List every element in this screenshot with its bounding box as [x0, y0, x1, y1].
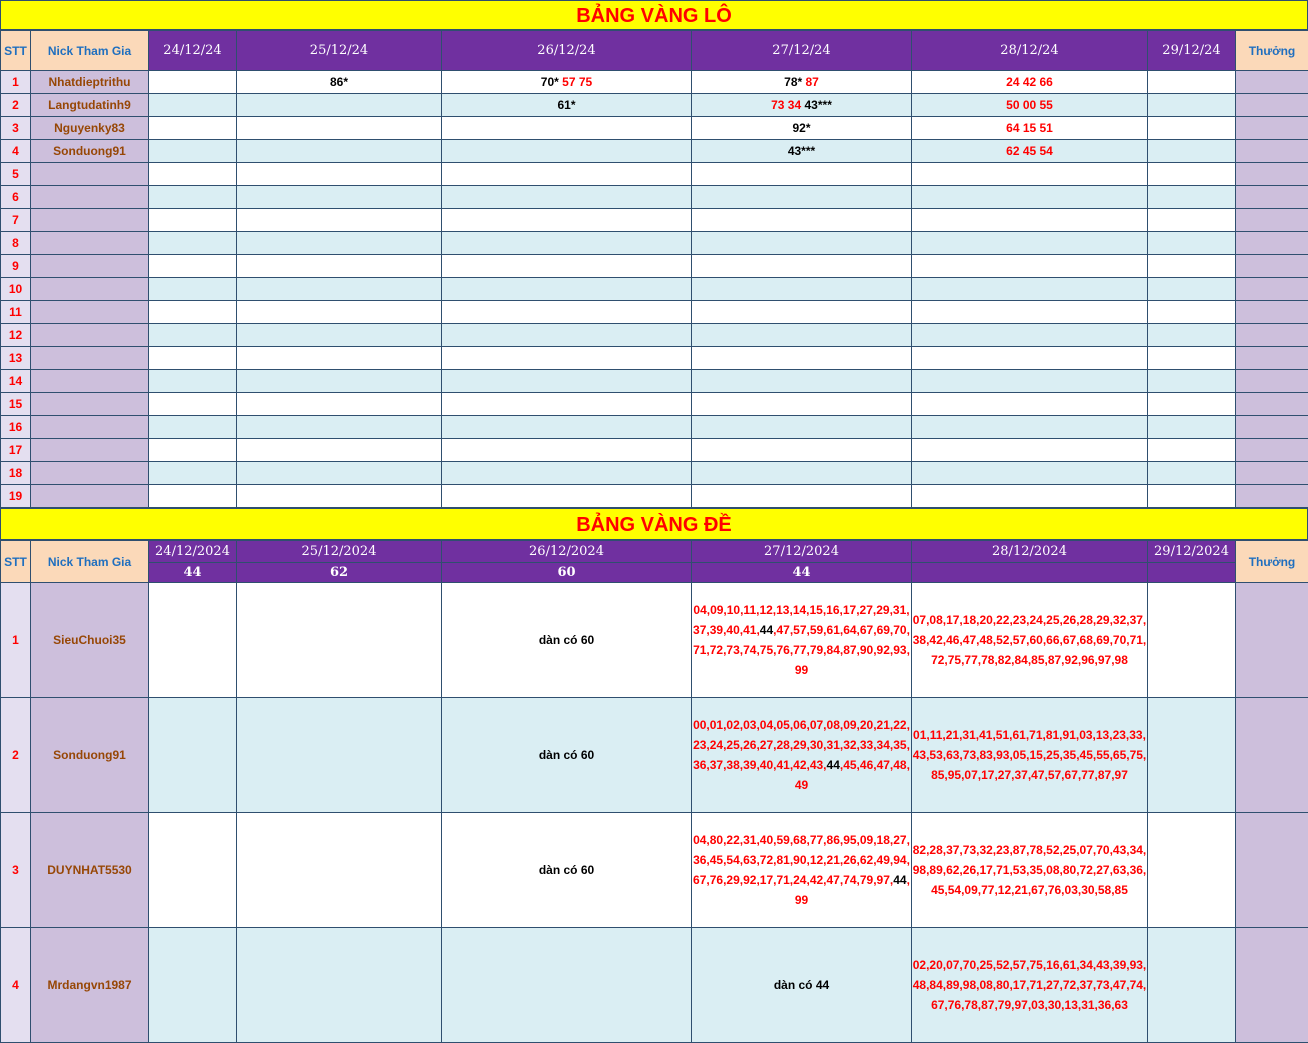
lo-cell-date-3	[442, 416, 692, 439]
lo-pick: 43***	[805, 98, 832, 112]
de-header-date-6: 29/12/2024	[1148, 541, 1236, 563]
row-thuong	[1236, 813, 1308, 928]
lo-cell-date-1	[149, 163, 237, 186]
lo-cell-date-5	[912, 393, 1148, 416]
lo-pick: 61*	[557, 98, 575, 112]
lo-cell-date-4	[692, 370, 912, 393]
lo-cell-date-6	[1148, 301, 1236, 324]
lo-cell-date-1	[149, 439, 237, 462]
lo-cell-date-3	[442, 462, 692, 485]
lo-header-date-2: 25/12/24	[237, 31, 442, 71]
row-thuong	[1236, 301, 1308, 324]
lo-cell-date-2	[237, 186, 442, 209]
row-nick: Langtudatinh9	[31, 94, 149, 117]
de-cell-date-4	[692, 928, 912, 1043]
row-nick: Sonduong91	[31, 140, 149, 163]
lo-cell-date-6	[1148, 416, 1236, 439]
row-stt: 16	[1, 416, 31, 439]
de-number-list	[912, 610, 1147, 670]
lo-cell-date-1	[149, 485, 237, 508]
de-cell-date-2	[237, 813, 442, 928]
lo-cell-date-5	[912, 347, 1148, 370]
row-stt: 11	[1, 301, 31, 324]
lo-cell-date-4	[692, 163, 912, 186]
row-thuong	[1236, 209, 1308, 232]
lo-cell-date-6	[1148, 439, 1236, 462]
lo-cell-date-5	[912, 370, 1148, 393]
lo-pick-extra: 87	[802, 75, 819, 89]
row-nick	[31, 347, 149, 370]
row-stt: 3	[1, 117, 31, 140]
lo-cell-date-1	[149, 232, 237, 255]
row-thuong	[1236, 140, 1308, 163]
lo-cell-date-3	[442, 485, 692, 508]
de-hit-number: 44	[760, 623, 773, 637]
lo-cell-date-4	[692, 232, 912, 255]
de-header-date-2: 25/12/2024	[237, 541, 442, 563]
lo-pick-extra: 24 42 66	[1006, 75, 1053, 89]
row-stt: 15	[1, 393, 31, 416]
row-stt: 9	[1, 255, 31, 278]
row-stt: 14	[1, 370, 31, 393]
lo-header-nick: Nick Tham Gia	[31, 31, 149, 71]
row-thuong	[1236, 255, 1308, 278]
row-nick	[31, 255, 149, 278]
de-number-list	[912, 725, 1147, 785]
lo-cell-date-2	[237, 255, 442, 278]
lo-cell-date-5	[912, 439, 1148, 462]
lo-cell-date-3	[442, 439, 692, 462]
row-thuong	[1236, 485, 1308, 508]
lo-row	[1, 186, 1308, 209]
de-header-date-4: 27/12/2024	[692, 541, 912, 563]
row-nick	[31, 232, 149, 255]
de-number-list	[692, 830, 911, 910]
de-cell-date-5	[912, 813, 1148, 928]
row-nick	[31, 301, 149, 324]
row-thuong	[1236, 324, 1308, 347]
lo-pick-extra: 64 15 51	[1006, 121, 1053, 135]
de-cell-date-2	[237, 698, 442, 813]
row-thuong	[1236, 163, 1308, 186]
lo-cell-date-1	[149, 347, 237, 370]
row-nick: Sonduong91	[31, 698, 149, 813]
de-cell-date-4	[692, 583, 912, 698]
lo-cell-date-5	[912, 255, 1148, 278]
row-thuong	[1236, 583, 1308, 698]
lo-pick: 43***	[788, 144, 815, 158]
de-numbers: 82,28,37,73,32,23,87,78,52,25,07,70,43,34,98,89,62,26,17,71,53,35,08,80,72,27,63,36,45,54,09,77,12,21,67,76,03,30,58,85	[913, 843, 1147, 897]
lo-cell-date-1	[149, 278, 237, 301]
row-nick	[31, 163, 149, 186]
lo-row	[1, 255, 1308, 278]
row-thuong	[1236, 370, 1308, 393]
row-thuong	[1236, 439, 1308, 462]
lo-cell-date-2	[237, 439, 442, 462]
lo-header-date-6: 29/12/24	[1148, 31, 1236, 71]
lo-cell-date-5	[912, 209, 1148, 232]
row-stt: 8	[1, 232, 31, 255]
lo-header-date-5: 28/12/24	[912, 31, 1148, 71]
lo-cell-date-1	[149, 416, 237, 439]
lo-cell-date-4	[692, 485, 912, 508]
lo-cell-date-5	[912, 278, 1148, 301]
row-thuong	[1236, 393, 1308, 416]
lo-cell-date-1	[149, 462, 237, 485]
lo-cell-date-5	[912, 232, 1148, 255]
row-nick: Nguyenky83	[31, 117, 149, 140]
lo-row	[1, 416, 1308, 439]
lo-cell-date-4	[692, 439, 912, 462]
lo-cell-date-3	[442, 324, 692, 347]
row-stt: 17	[1, 439, 31, 462]
de-result-row	[1, 563, 1308, 583]
de-header-row	[1, 541, 1308, 563]
lo-cell-date-1	[149, 71, 237, 94]
lo-cell-date-6	[1148, 255, 1236, 278]
lo-header-stt: STT	[1, 31, 31, 71]
row-thuong	[1236, 462, 1308, 485]
de-result-6	[1148, 563, 1236, 583]
de-numbers: ,47,57,59,61,64,67,69,70,71,72,73,74,75,76,77,79,84,87,90,92,93,99	[693, 623, 910, 677]
lo-cell-date-1	[149, 140, 237, 163]
de-numbers: 04,09,10,11,12,13,14,15,16,17,27,29,31,37,39,40,41,	[693, 603, 910, 637]
row-thuong	[1236, 117, 1308, 140]
lo-cell-date-3	[442, 393, 692, 416]
row-stt: 4	[1, 140, 31, 163]
lo-cell-date-6	[1148, 232, 1236, 255]
de-cell-date-4	[692, 813, 912, 928]
lo-cell-date-6	[1148, 140, 1236, 163]
row-nick	[31, 416, 149, 439]
row-nick: Mrdangvn1987	[31, 928, 149, 1043]
row-stt: 18	[1, 462, 31, 485]
row-stt: 1	[1, 71, 31, 94]
de-cell-date-1	[149, 583, 237, 698]
lo-header-date-3: 26/12/24	[442, 31, 692, 71]
lo-cell-date-5	[912, 462, 1148, 485]
de-hit-number: 44	[893, 873, 906, 887]
lo-cell-date-4	[692, 301, 912, 324]
lo-cell-date-1	[149, 255, 237, 278]
de-dan-note: dàn có 60	[539, 863, 594, 877]
lo-cell-date-1	[149, 370, 237, 393]
row-nick: DUYNHAT5530	[31, 813, 149, 928]
lo-cell-date-2	[237, 301, 442, 324]
lo-cell-date-6	[1148, 462, 1236, 485]
lo-cell-date-5	[912, 186, 1148, 209]
lo-cell-date-2	[237, 370, 442, 393]
lo-cell-date-4	[692, 255, 912, 278]
lo-cell-date-4	[692, 209, 912, 232]
row-thuong	[1236, 347, 1308, 370]
row-thuong	[1236, 278, 1308, 301]
lo-cell-date-4	[692, 71, 912, 94]
de-result-5	[912, 563, 1148, 583]
lo-cell-date-6	[1148, 71, 1236, 94]
de-numbers: 07,08,17,18,20,22,23,24,25,26,28,29,32,37,38,42,46,47,48,52,57,60,66,67,68,69,70,71,72,75,77,78,82,84,85,87,92,96,97,98	[913, 613, 1147, 667]
lo-cell-date-3	[442, 117, 692, 140]
lo-pick-extra: 73 34	[771, 98, 804, 112]
row-thuong	[1236, 94, 1308, 117]
row-nick	[31, 462, 149, 485]
row-thuong	[1236, 186, 1308, 209]
lo-cell-date-1	[149, 324, 237, 347]
lo-cell-date-5	[912, 94, 1148, 117]
de-result-2: 62	[237, 563, 442, 583]
lo-row	[1, 370, 1308, 393]
lo-row	[1, 485, 1308, 508]
de-numbers: 00,01,02,03,04,05,06,07,08,09,20,21,22,23,24,25,26,27,28,29,30,31,32,33,34,35,36,37,38,39,40,41,42,43,	[693, 718, 910, 772]
lo-cell-date-2	[237, 94, 442, 117]
de-table	[0, 540, 1308, 1043]
lo-cell-date-2	[237, 393, 442, 416]
row-stt: 2	[1, 698, 31, 813]
lo-cell-date-5	[912, 71, 1148, 94]
lo-cell-date-1	[149, 94, 237, 117]
lo-cell-date-1	[149, 117, 237, 140]
row-nick	[31, 324, 149, 347]
lo-row	[1, 140, 1308, 163]
lo-cell-date-3	[442, 301, 692, 324]
row-nick: SieuChuoi35	[31, 583, 149, 698]
de-cell-date-6	[1148, 698, 1236, 813]
de-cell-date-3	[442, 698, 692, 813]
row-nick	[31, 485, 149, 508]
lo-pick-extra: 50 00 55	[1006, 98, 1053, 112]
de-row	[1, 698, 1308, 813]
lo-cell-date-2	[237, 416, 442, 439]
row-stt: 6	[1, 186, 31, 209]
de-number-list	[912, 955, 1147, 1015]
lo-cell-date-3	[442, 140, 692, 163]
de-numbers: 01,11,21,31,41,51,61,71,81,91,03,13,23,33,43,53,63,73,83,93,05,15,25,35,45,55,65,75,85,95,07,17,27,37,47,57,67,77,87,97	[913, 728, 1147, 782]
lo-cell-date-4	[692, 347, 912, 370]
lo-cell-date-5	[912, 163, 1148, 186]
de-cell-date-5	[912, 583, 1148, 698]
de-row	[1, 813, 1308, 928]
lo-cell-date-2	[237, 140, 442, 163]
de-cell-date-1	[149, 813, 237, 928]
row-stt: 12	[1, 324, 31, 347]
de-row	[1, 928, 1308, 1043]
lo-row	[1, 393, 1308, 416]
lo-cell-date-2	[237, 462, 442, 485]
de-cell-date-1	[149, 928, 237, 1043]
row-nick	[31, 439, 149, 462]
row-nick	[31, 370, 149, 393]
lo-cell-date-6	[1148, 370, 1236, 393]
row-stt: 5	[1, 163, 31, 186]
lo-cell-date-2	[237, 163, 442, 186]
lo-cell-date-3	[442, 71, 692, 94]
lo-cell-date-3	[442, 186, 692, 209]
lo-cell-date-6	[1148, 209, 1236, 232]
lo-cell-date-5	[912, 416, 1148, 439]
de-cell-date-5	[912, 698, 1148, 813]
de-result-4: 44	[692, 563, 912, 583]
de-dan-note: dàn có 60	[539, 633, 594, 647]
lo-row	[1, 117, 1308, 140]
lo-pick: 92*	[792, 121, 810, 135]
lo-cell-date-2	[237, 278, 442, 301]
de-header-date-5: 28/12/2024	[912, 541, 1148, 563]
lo-cell-date-6	[1148, 186, 1236, 209]
de-dan-note: dàn có 44	[774, 978, 829, 992]
de-cell-date-3	[442, 813, 692, 928]
row-stt: 2	[1, 94, 31, 117]
de-result-3: 60	[442, 563, 692, 583]
row-stt: 10	[1, 278, 31, 301]
lo-cell-date-6	[1148, 324, 1236, 347]
lo-row	[1, 71, 1308, 94]
lo-cell-date-3	[442, 255, 692, 278]
lo-cell-date-5	[912, 301, 1148, 324]
lo-cell-date-2	[237, 232, 442, 255]
lo-row	[1, 347, 1308, 370]
row-nick: Nhatdieptrithu	[31, 71, 149, 94]
lo-cell-date-6	[1148, 485, 1236, 508]
de-dan-note: dàn có 60	[539, 748, 594, 762]
de-numbers: ,99	[795, 873, 910, 907]
row-stt: 13	[1, 347, 31, 370]
de-cell-date-2	[237, 928, 442, 1043]
de-cell-date-5	[912, 928, 1148, 1043]
lo-cell-date-3	[442, 278, 692, 301]
row-thuong	[1236, 71, 1308, 94]
lo-cell-date-1	[149, 393, 237, 416]
lo-header-thuong: Thưởng	[1236, 31, 1308, 71]
lo-cell-date-2	[237, 485, 442, 508]
de-header-thuong: Thưởng	[1236, 541, 1308, 583]
lo-cell-date-2	[237, 71, 442, 94]
de-cell-date-6	[1148, 583, 1236, 698]
row-thuong	[1236, 928, 1308, 1043]
de-cell-date-4	[692, 698, 912, 813]
lo-cell-date-6	[1148, 393, 1236, 416]
de-header-date-3: 26/12/2024	[442, 541, 692, 563]
lo-pick: 70*	[541, 75, 559, 89]
lo-cell-date-6	[1148, 163, 1236, 186]
lo-row	[1, 209, 1308, 232]
row-stt: 19	[1, 485, 31, 508]
de-result-1: 44	[149, 563, 237, 583]
lo-cell-date-6	[1148, 117, 1236, 140]
lo-title: BẢNG VÀNG LÔ	[0, 0, 1308, 30]
de-title: BẢNG VÀNG ĐỀ	[0, 508, 1308, 540]
de-numbers: 04,80,22,31,40,59,68,77,86,95,09,18,27,36,45,54,63,72,81,90,12,21,26,62,49,94,67,76,29,92,17,71,24,42,47,74,79,97,	[693, 833, 910, 887]
row-nick	[31, 393, 149, 416]
lo-cell-date-3	[442, 163, 692, 186]
lo-cell-date-3	[442, 94, 692, 117]
row-nick	[31, 278, 149, 301]
lo-header-date-1: 24/12/24	[149, 31, 237, 71]
lo-cell-date-5	[912, 485, 1148, 508]
lo-cell-date-3	[442, 347, 692, 370]
row-thuong	[1236, 416, 1308, 439]
lo-row	[1, 301, 1308, 324]
lo-cell-date-2	[237, 347, 442, 370]
lo-cell-date-4	[692, 117, 912, 140]
de-cell-date-1	[149, 698, 237, 813]
lo-cell-date-1	[149, 209, 237, 232]
de-number-list	[912, 840, 1147, 900]
lo-cell-date-4	[692, 186, 912, 209]
lo-cell-date-5	[912, 140, 1148, 163]
de-number-list	[692, 600, 911, 680]
lo-cell-date-5	[912, 117, 1148, 140]
lo-row	[1, 278, 1308, 301]
row-nick	[31, 186, 149, 209]
de-cell-date-2	[237, 583, 442, 698]
row-stt: 3	[1, 813, 31, 928]
row-stt: 4	[1, 928, 31, 1043]
lo-cell-date-4	[692, 416, 912, 439]
row-stt: 7	[1, 209, 31, 232]
lo-cell-date-3	[442, 209, 692, 232]
lo-pick: 86*	[330, 75, 348, 89]
row-thuong	[1236, 232, 1308, 255]
lo-cell-date-6	[1148, 94, 1236, 117]
lo-cell-date-5	[912, 324, 1148, 347]
lo-row	[1, 94, 1308, 117]
row-nick	[31, 209, 149, 232]
lo-cell-date-2	[237, 209, 442, 232]
row-thuong	[1236, 698, 1308, 813]
de-numbers: 02,20,07,70,25,52,57,75,16,61,34,43,39,93,48,84,89,98,08,80,17,71,27,72,37,73,47,74,67,76,78,87,79,97,03,30,13,31,36,63	[913, 958, 1147, 1012]
lo-cell-date-2	[237, 324, 442, 347]
row-stt: 1	[1, 583, 31, 698]
de-row	[1, 583, 1308, 698]
lo-cell-date-1	[149, 301, 237, 324]
de-numbers: ,45,46,47,48,49	[795, 758, 910, 792]
lo-row	[1, 462, 1308, 485]
lo-cell-date-4	[692, 462, 912, 485]
lo-pick: 78*	[784, 75, 802, 89]
lo-cell-date-3	[442, 232, 692, 255]
lo-cell-date-4	[692, 278, 912, 301]
lo-pick-extra: 57 75	[559, 75, 592, 89]
lo-row	[1, 324, 1308, 347]
lo-cell-date-6	[1148, 278, 1236, 301]
de-cell-date-6	[1148, 813, 1236, 928]
lo-header-date-4: 27/12/24	[692, 31, 912, 71]
lo-cell-date-6	[1148, 347, 1236, 370]
lo-row	[1, 163, 1308, 186]
de-cell-date-6	[1148, 928, 1236, 1043]
de-hit-number: 44	[827, 758, 840, 772]
lo-cell-date-3	[442, 370, 692, 393]
de-header-stt: STT	[1, 541, 31, 583]
lo-row	[1, 232, 1308, 255]
de-cell-date-3	[442, 928, 692, 1043]
lo-pick-extra: 62 45 54	[1006, 144, 1053, 158]
de-header-date-1: 24/12/2024	[149, 541, 237, 563]
lo-cell-date-4	[692, 94, 912, 117]
lo-cell-date-4	[692, 393, 912, 416]
lo-cell-date-4	[692, 324, 912, 347]
lo-cell-date-2	[237, 117, 442, 140]
de-cell-date-3	[442, 583, 692, 698]
de-number-list	[692, 715, 911, 795]
lo-row	[1, 439, 1308, 462]
lo-cell-date-4	[692, 140, 912, 163]
lo-cell-date-1	[149, 186, 237, 209]
de-header-nick: Nick Tham Gia	[31, 541, 149, 583]
lo-table	[0, 30, 1308, 508]
lo-header-row	[1, 31, 1308, 71]
